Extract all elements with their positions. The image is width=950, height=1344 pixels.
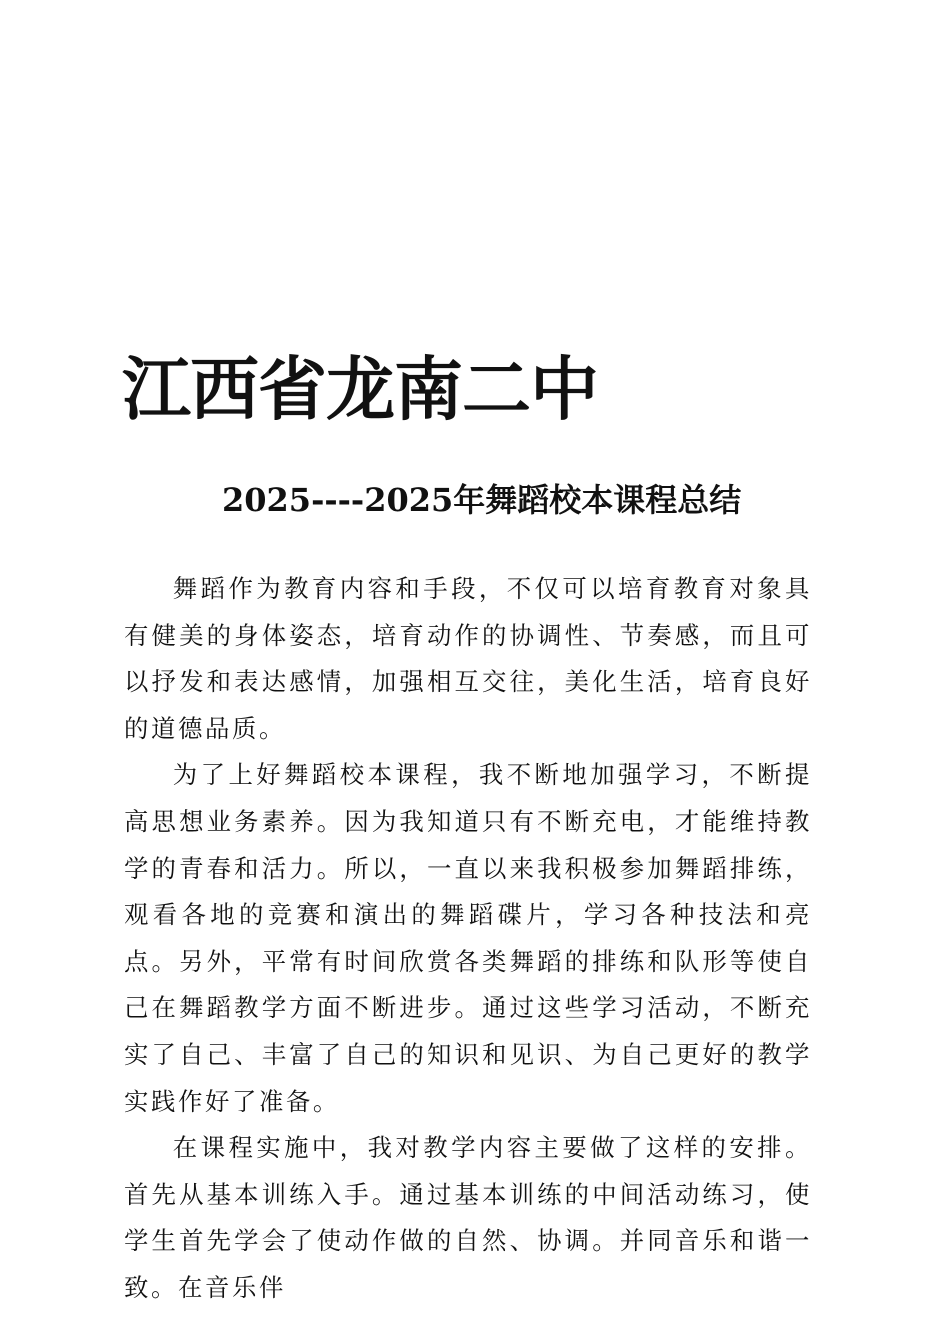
school-name-heading: 江西省龙南二中 [122, 349, 598, 430]
document-body [124, 566, 812, 1312]
document-title: 2025----2025年舞蹈校本课程总结 [222, 481, 742, 519]
paragraph-intro: 舞蹈作为教育内容和手段，不仅可以培育教育对象具有健美的身体姿态，培育动作的协调性、节奏感，而且可以抒发和表达感情，加强相互交往，美化生活，培育良好的道德品质。 [124, 574, 812, 743]
paragraph-implementation: 在课程实施中，我对教学内容主要做了这样的安排。首先从基本训练入手。通过基本训练的中间活动练习，使学生首先学会了使动作做的自然、协调。并同音乐和谐一致。在音乐伴 [124, 1133, 812, 1302]
paragraph-study: 为了上好舞蹈校本课程，我不断地加强学习，不断提高思想业务素养。因为我知道只有不断充电，才能维持教学的青春和活力。所以，一直以来我积极参加舞蹈排练，观看各地的竞赛和演出的舞蹈碟片，学习各种技法和亮点。另外，平常有时间欣赏各类舞蹈的排练和队形等使自己在舞蹈教学方面不断进步。通过这些学习活动，不断充实了自己、丰富了自己的知识和见识、为自己更好的教学实践作好了准备。 [124, 760, 812, 1116]
